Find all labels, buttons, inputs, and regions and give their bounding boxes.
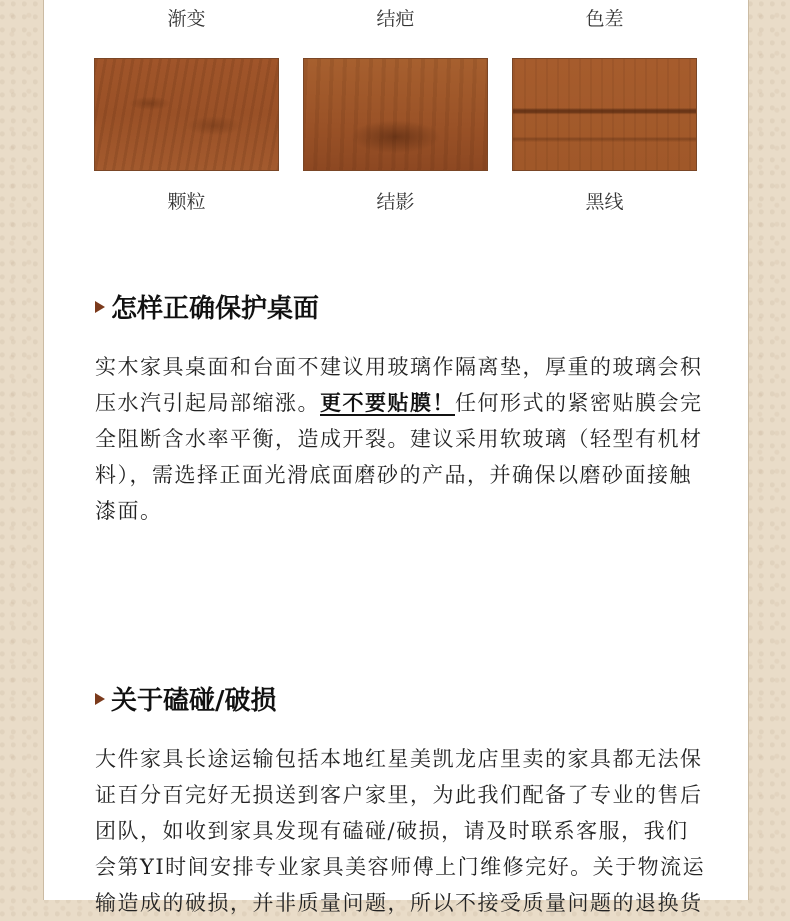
section-heading-damage xyxy=(95,680,277,717)
label-black-line: 黑线 xyxy=(585,191,624,213)
label-gradient: 渐变 xyxy=(167,8,206,30)
no-film-warning: 更不要贴膜！ xyxy=(320,391,455,415)
label-color-difference: 色差 xyxy=(585,8,624,30)
wood-sample-black-line xyxy=(512,58,697,171)
label-knot-shadow: 结影 xyxy=(376,191,415,213)
wood-sample-knot-shadow xyxy=(303,58,488,171)
triangle-marker-icon xyxy=(95,693,105,705)
section-title: 怎样正确保护桌面 xyxy=(111,294,320,324)
paragraph-text: 实木家具桌面和台面不建议用玻璃作隔离垫，厚重的玻璃会积压水汽引起局部缩涨。 xyxy=(95,355,703,415)
label-grain: 颗粒 xyxy=(167,191,206,213)
label-scar: 结疤 xyxy=(376,8,415,30)
section-title: 关于磕碰/破损 xyxy=(111,686,277,716)
protect-tabletop-paragraph xyxy=(95,349,710,529)
paragraph-text-continued: 任何形式的紧密贴膜会完全阻断含水率平衡，造成开裂。建议采用软玻璃（轻型有机材料），需选择正面光滑底面磨砂的产品，并确保以磨砂面接触漆面。 xyxy=(95,391,703,523)
wood-sample-grain xyxy=(94,58,279,171)
section-heading-protect-tabletop xyxy=(95,288,319,325)
triangle-marker-icon xyxy=(95,301,105,313)
damage-paragraph: 大件家具长途运输包括本地红星美凯龙店里卖的家具都无法保证百分百完好无损送到客户家里，为此我们配备了专业的售后团队，如收到家具发现有磕碰/破损，请及时联系客服，我们会第YI时间安排专业家具美容师傅上门维修完好。关于物流运输造成的破损，并非质量问题，所以不接受质量问题的退换货 xyxy=(95,747,706,915)
